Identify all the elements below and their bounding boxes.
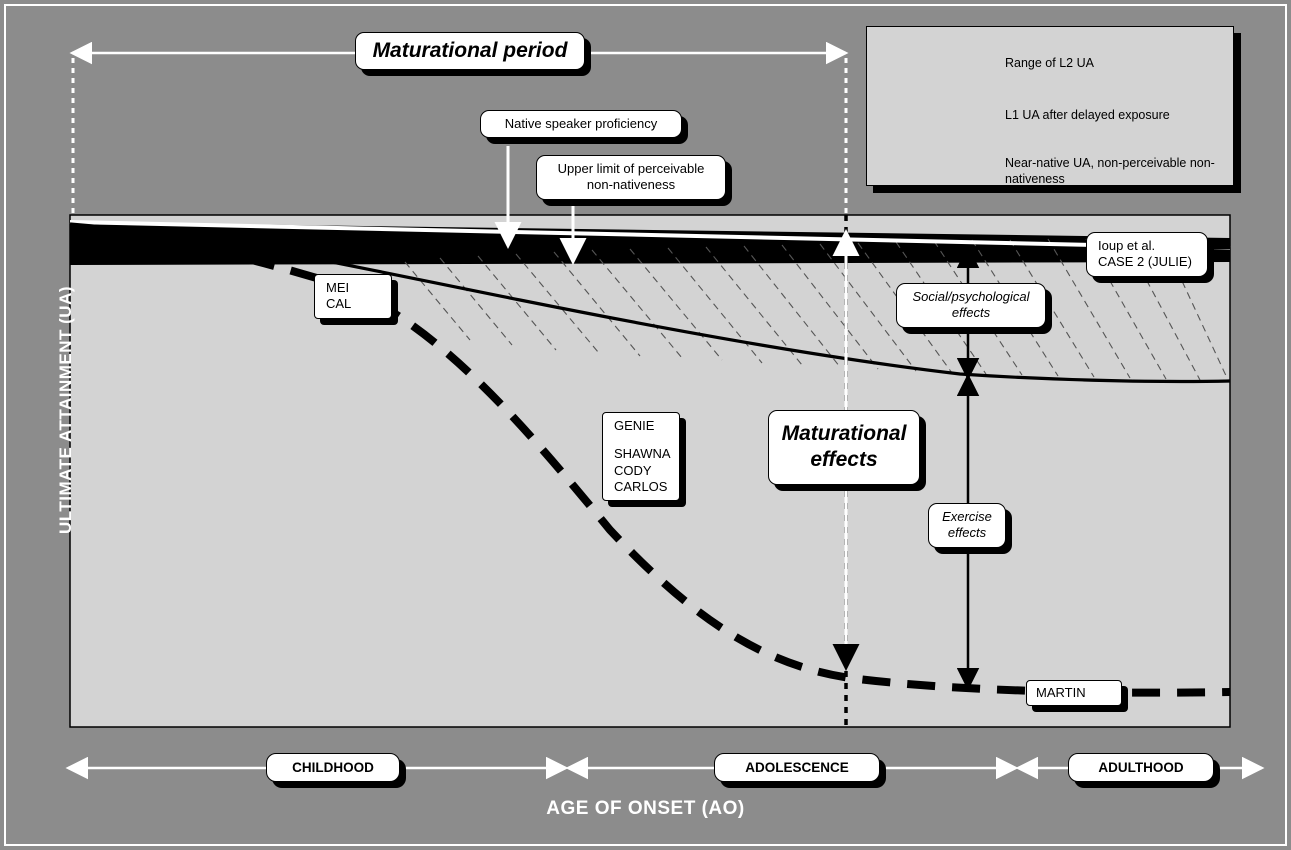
x-axis-title: AGE OF ONSET (AO) [546,798,745,819]
callout-cal-label: CAL [326,296,352,312]
legend-item-label-range: Range of L2 UA [1005,56,1094,70]
callout-carlos-label: CARLOS [614,478,668,494]
callout-mei-cal [314,274,392,319]
callout-martin: MARTIN [1026,680,1122,706]
legend-item-label-near-native: Near-native UA, non-perceivable non-nativeness [1005,156,1215,186]
callout-ioup-line1: Ioup et al. [1098,238,1156,253]
callout-native-speaker-proficiency: Native speaker proficiency [480,110,682,138]
callout-ioup-line2: CASE 2 (JULIE) [1098,254,1192,270]
legend-box [866,26,1234,186]
legend-item-label-l1: L1 UA after delayed exposure [1005,108,1170,122]
stage-label-childhood: CHILDHOOD [266,753,400,782]
callout-exercise-effects: Exercise effects [928,503,1006,548]
callout-mei-label: MEI [326,280,350,295]
callout-upper-limit: Upper limit of perceivable non-nativeness [536,155,726,200]
callout-genie-label: GENIE [614,418,655,433]
stage-label-adolescence: ADOLESCENCE [714,753,880,782]
callout-maturational-period: Maturational period [355,32,585,70]
callout-cody-label: CODY [614,462,652,478]
callout-genie-group [602,412,680,501]
callout-ioup [1086,232,1208,277]
stage-label-adulthood: ADULTHOOD [1068,753,1214,782]
callout-maturational-effects: Maturational effects [768,410,920,485]
y-axis-title: ULTIMATE ATTAINMENT (UA) [56,285,75,535]
callout-shawna-label: SHAWNA [614,446,671,462]
callout-social-psychological-effects: Social/psychological effects [896,283,1046,328]
